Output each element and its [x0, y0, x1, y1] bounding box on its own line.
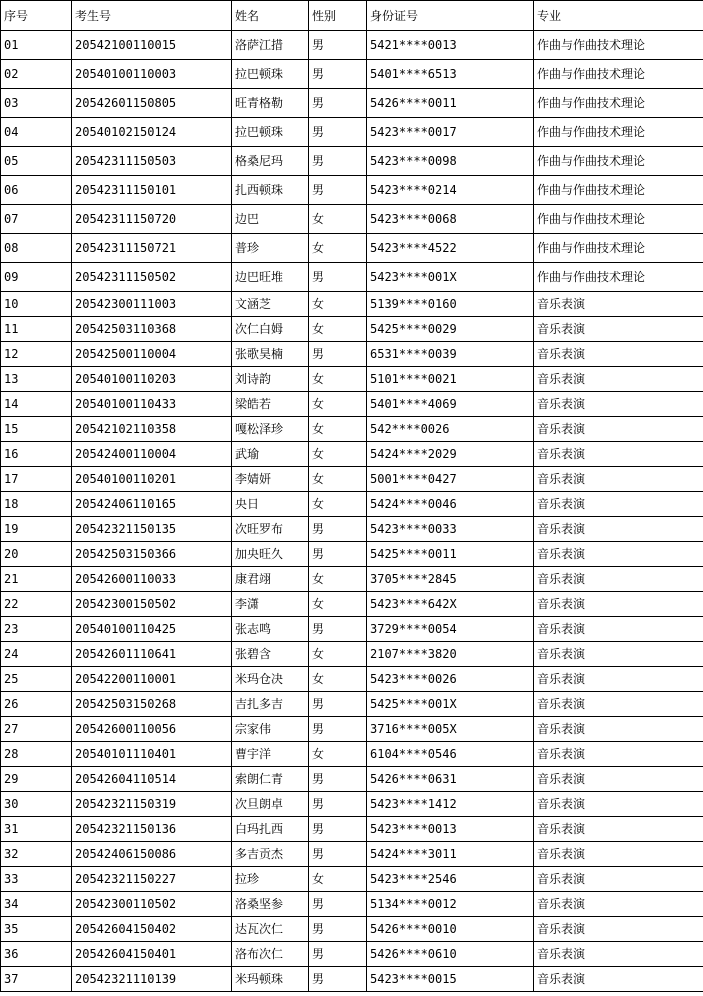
cell-major: 音乐表演 [534, 792, 703, 817]
cell-id-no: 5423****0068 [367, 205, 534, 234]
cell-name: 央日 [232, 492, 309, 517]
cell-exam-no: 20542311150101 [72, 176, 232, 205]
cell-gender: 女 [309, 667, 367, 692]
cell-major: 音乐表演 [534, 542, 703, 567]
cell-gender: 女 [309, 234, 367, 263]
cell-seq: 26 [1, 692, 72, 717]
cell-id-no: 2107****3820 [367, 642, 534, 667]
cell-major: 音乐表演 [534, 692, 703, 717]
cell-major: 音乐表演 [534, 442, 703, 467]
cell-id-no: 3705****2845 [367, 567, 534, 592]
cell-name: 次旺罗布 [232, 517, 309, 542]
table-row [1, 205, 703, 234]
cell-major: 音乐表演 [534, 817, 703, 842]
table-row [1, 967, 703, 992]
cell-seq: 02 [1, 60, 72, 89]
cell-exam-no: 20542311150502 [72, 263, 232, 292]
cell-gender: 男 [309, 60, 367, 89]
cell-gender: 女 [309, 367, 367, 392]
cell-gender: 男 [309, 617, 367, 642]
cell-seq: 34 [1, 892, 72, 917]
cell-seq: 30 [1, 792, 72, 817]
table-row [1, 442, 703, 467]
cell-exam-no: 20542601110641 [72, 642, 232, 667]
cell-seq: 07 [1, 205, 72, 234]
cell-gender: 男 [309, 892, 367, 917]
cell-name: 吉扎多吉 [232, 692, 309, 717]
table-row [1, 817, 703, 842]
cell-seq: 29 [1, 767, 72, 792]
table-row [1, 642, 703, 667]
cell-id-no: 5001****0427 [367, 467, 534, 492]
cell-seq: 17 [1, 467, 72, 492]
cell-gender: 女 [309, 442, 367, 467]
header-exam-no: 考生号 [72, 1, 232, 31]
table-row [1, 842, 703, 867]
cell-seq: 36 [1, 942, 72, 967]
cell-id-no: 5425****0011 [367, 542, 534, 567]
table-row [1, 342, 703, 367]
cell-exam-no: 20542300111003 [72, 292, 232, 317]
table-row [1, 667, 703, 692]
cell-id-no: 5426****0010 [367, 917, 534, 942]
table-row [1, 617, 703, 642]
cell-id-no: 5423****0214 [367, 176, 534, 205]
cell-exam-no: 20540100110425 [72, 617, 232, 642]
cell-major: 音乐表演 [534, 517, 703, 542]
table-row [1, 467, 703, 492]
cell-name: 张志鸣 [232, 617, 309, 642]
cell-exam-no: 20542400110004 [72, 442, 232, 467]
cell-gender: 女 [309, 492, 367, 517]
table-row [1, 60, 703, 89]
cell-id-no: 5423****0013 [367, 817, 534, 842]
cell-id-no: 5426****0011 [367, 89, 534, 118]
cell-id-no: 5424****0046 [367, 492, 534, 517]
cell-seq: 13 [1, 367, 72, 392]
cell-major: 音乐表演 [534, 917, 703, 942]
table-row [1, 234, 703, 263]
cell-id-no: 5423****642X [367, 592, 534, 617]
cell-gender: 男 [309, 717, 367, 742]
cell-name: 白玛扎西 [232, 817, 309, 842]
cell-id-no: 5425****0029 [367, 317, 534, 342]
cell-name: 边巴旺堆 [232, 263, 309, 292]
cell-seq: 15 [1, 417, 72, 442]
cell-gender: 男 [309, 342, 367, 367]
cell-major: 音乐表演 [534, 892, 703, 917]
cell-major: 音乐表演 [534, 642, 703, 667]
cell-seq: 18 [1, 492, 72, 517]
cell-exam-no: 20540102150124 [72, 118, 232, 147]
table-row [1, 592, 703, 617]
cell-gender: 男 [309, 31, 367, 60]
cell-gender: 男 [309, 917, 367, 942]
cell-major: 音乐表演 [534, 667, 703, 692]
cell-name: 次仁白姆 [232, 317, 309, 342]
table-row [1, 147, 703, 176]
table-row [1, 263, 703, 292]
cell-gender: 男 [309, 517, 367, 542]
cell-seq: 24 [1, 642, 72, 667]
table-row [1, 89, 703, 118]
table-row [1, 892, 703, 917]
cell-gender: 男 [309, 942, 367, 967]
cell-name: 洛萨江措 [232, 31, 309, 60]
cell-seq: 25 [1, 667, 72, 692]
cell-id-no: 5425****001X [367, 692, 534, 717]
cell-major: 音乐表演 [534, 492, 703, 517]
cell-id-no: 5401****4069 [367, 392, 534, 417]
cell-gender: 男 [309, 542, 367, 567]
cell-seq: 33 [1, 867, 72, 892]
cell-name: 旺青格勒 [232, 89, 309, 118]
cell-seq: 37 [1, 967, 72, 992]
cell-seq: 28 [1, 742, 72, 767]
cell-seq: 03 [1, 89, 72, 118]
cell-major: 作曲与作曲技术理论 [534, 205, 703, 234]
cell-exam-no: 20542406110165 [72, 492, 232, 517]
table-row [1, 567, 703, 592]
cell-exam-no: 20542311150503 [72, 147, 232, 176]
cell-exam-no: 20542503150366 [72, 542, 232, 567]
cell-exam-no: 20542500110004 [72, 342, 232, 367]
cell-name: 梁皓若 [232, 392, 309, 417]
cell-gender: 女 [309, 567, 367, 592]
cell-gender: 女 [309, 867, 367, 892]
cell-major: 音乐表演 [534, 417, 703, 442]
cell-major: 音乐表演 [534, 317, 703, 342]
cell-name: 康君翊 [232, 567, 309, 592]
cell-name: 边巴 [232, 205, 309, 234]
cell-name: 拉巴顿珠 [232, 60, 309, 89]
cell-exam-no: 20542311150720 [72, 205, 232, 234]
cell-id-no: 5426****0631 [367, 767, 534, 792]
cell-major: 音乐表演 [534, 967, 703, 992]
cell-gender: 男 [309, 792, 367, 817]
cell-seq: 10 [1, 292, 72, 317]
cell-seq: 12 [1, 342, 72, 367]
table-body [1, 31, 703, 992]
cell-exam-no: 20542600110056 [72, 717, 232, 742]
cell-exam-no: 20542321150136 [72, 817, 232, 842]
table-row [1, 792, 703, 817]
cell-exam-no: 20542321110139 [72, 967, 232, 992]
cell-name: 米玛仓决 [232, 667, 309, 692]
cell-gender: 男 [309, 692, 367, 717]
cell-name: 次旦朗卓 [232, 792, 309, 817]
cell-major: 音乐表演 [534, 567, 703, 592]
table-header-row [1, 1, 703, 31]
cell-seq: 14 [1, 392, 72, 417]
cell-name: 洛桑坚参 [232, 892, 309, 917]
cell-name: 扎西顿珠 [232, 176, 309, 205]
cell-seq: 35 [1, 917, 72, 942]
cell-seq: 08 [1, 234, 72, 263]
cell-exam-no: 20542604150402 [72, 917, 232, 942]
cell-seq: 20 [1, 542, 72, 567]
cell-major: 音乐表演 [534, 717, 703, 742]
cell-gender: 男 [309, 118, 367, 147]
table-row [1, 31, 703, 60]
cell-name: 米玛顿珠 [232, 967, 309, 992]
cell-major: 作曲与作曲技术理论 [534, 176, 703, 205]
table-row [1, 392, 703, 417]
cell-seq: 22 [1, 592, 72, 617]
cell-exam-no: 20542503150268 [72, 692, 232, 717]
cell-major: 音乐表演 [534, 767, 703, 792]
cell-id-no: 5423****2546 [367, 867, 534, 892]
cell-id-no: 5423****0026 [367, 667, 534, 692]
cell-exam-no: 20542601150805 [72, 89, 232, 118]
cell-seq: 05 [1, 147, 72, 176]
cell-id-no: 3716****005X [367, 717, 534, 742]
table-row [1, 942, 703, 967]
cell-id-no: 5421****0013 [367, 31, 534, 60]
cell-id-no: 5401****6513 [367, 60, 534, 89]
cell-major: 音乐表演 [534, 842, 703, 867]
cell-major: 音乐表演 [534, 942, 703, 967]
table-row [1, 542, 703, 567]
cell-major: 音乐表演 [534, 867, 703, 892]
table-row [1, 692, 703, 717]
table-row [1, 176, 703, 205]
cell-gender: 男 [309, 817, 367, 842]
cell-name: 达瓦次仁 [232, 917, 309, 942]
cell-name: 曹宇洋 [232, 742, 309, 767]
cell-major: 作曲与作曲技术理论 [534, 31, 703, 60]
cell-seq: 01 [1, 31, 72, 60]
cell-exam-no: 20542300150502 [72, 592, 232, 617]
header-gender: 性别 [309, 1, 367, 31]
cell-id-no: 5423****001X [367, 263, 534, 292]
cell-seq: 11 [1, 317, 72, 342]
cell-id-no: 5134****0012 [367, 892, 534, 917]
cell-gender: 男 [309, 147, 367, 176]
table-row [1, 867, 703, 892]
cell-gender: 女 [309, 467, 367, 492]
cell-id-no: 6104****0546 [367, 742, 534, 767]
cell-id-no: 5423****0098 [367, 147, 534, 176]
cell-id-no: 5424****2029 [367, 442, 534, 467]
cell-major: 作曲与作曲技术理论 [534, 147, 703, 176]
table-row [1, 717, 703, 742]
cell-seq: 09 [1, 263, 72, 292]
cell-seq: 32 [1, 842, 72, 867]
cell-gender: 女 [309, 392, 367, 417]
cell-seq: 23 [1, 617, 72, 642]
cell-gender: 女 [309, 417, 367, 442]
cell-id-no: 3729****0054 [367, 617, 534, 642]
table-row [1, 417, 703, 442]
cell-seq: 06 [1, 176, 72, 205]
cell-gender: 男 [309, 842, 367, 867]
cell-name: 刘诗韵 [232, 367, 309, 392]
cell-exam-no: 20540100110003 [72, 60, 232, 89]
table-row [1, 742, 703, 767]
cell-id-no: 5101****0021 [367, 367, 534, 392]
cell-name: 张歌昊楠 [232, 342, 309, 367]
cell-exam-no: 20542604150401 [72, 942, 232, 967]
cell-major: 音乐表演 [534, 392, 703, 417]
cell-name: 拉巴顿珠 [232, 118, 309, 147]
cell-name: 拉珍 [232, 867, 309, 892]
table-row [1, 517, 703, 542]
cell-major: 作曲与作曲技术理论 [534, 234, 703, 263]
cell-exam-no: 20542604110514 [72, 767, 232, 792]
header-name: 姓名 [232, 1, 309, 31]
table-row [1, 367, 703, 392]
cell-id-no: 6531****0039 [367, 342, 534, 367]
cell-id-no: 5423****0033 [367, 517, 534, 542]
cell-major: 音乐表演 [534, 292, 703, 317]
cell-exam-no: 20542406150086 [72, 842, 232, 867]
cell-id-no: 5423****0017 [367, 118, 534, 147]
cell-exam-no: 20542321150319 [72, 792, 232, 817]
cell-id-no: 542****0026 [367, 417, 534, 442]
cell-gender: 女 [309, 205, 367, 234]
table-row [1, 118, 703, 147]
table-row [1, 917, 703, 942]
cell-major: 作曲与作曲技术理论 [534, 118, 703, 147]
cell-seq: 31 [1, 817, 72, 842]
cell-name: 张碧含 [232, 642, 309, 667]
cell-major: 作曲与作曲技术理论 [534, 89, 703, 118]
cell-name: 嘎松泽珍 [232, 417, 309, 442]
table-row [1, 292, 703, 317]
cell-gender: 男 [309, 767, 367, 792]
cell-gender: 女 [309, 742, 367, 767]
cell-exam-no: 20542311150721 [72, 234, 232, 263]
cell-id-no: 5423****0015 [367, 967, 534, 992]
cell-exam-no: 20540100110203 [72, 367, 232, 392]
cell-name: 文涵芝 [232, 292, 309, 317]
cell-name: 宗家伟 [232, 717, 309, 742]
cell-seq: 16 [1, 442, 72, 467]
cell-name: 格桑尼玛 [232, 147, 309, 176]
cell-exam-no: 20542321150227 [72, 867, 232, 892]
cell-gender: 男 [309, 89, 367, 118]
cell-id-no: 5426****0610 [367, 942, 534, 967]
cell-gender: 男 [309, 176, 367, 205]
cell-id-no: 5423****1412 [367, 792, 534, 817]
cell-id-no: 5139****0160 [367, 292, 534, 317]
cell-major: 音乐表演 [534, 742, 703, 767]
cell-name: 索朗仁青 [232, 767, 309, 792]
cell-exam-no: 20542600110033 [72, 567, 232, 592]
cell-exam-no: 20542200110001 [72, 667, 232, 692]
cell-exam-no: 20542503110368 [72, 317, 232, 342]
cell-exam-no: 20542321150135 [72, 517, 232, 542]
cell-gender: 女 [309, 292, 367, 317]
cell-name: 洛布次仁 [232, 942, 309, 967]
cell-seq: 19 [1, 517, 72, 542]
cell-exam-no: 20540101110401 [72, 742, 232, 767]
cell-exam-no: 20542102110358 [72, 417, 232, 442]
cell-id-no: 5424****3011 [367, 842, 534, 867]
table-row [1, 767, 703, 792]
header-major: 专业 [534, 1, 703, 31]
cell-name: 武瑜 [232, 442, 309, 467]
cell-major: 音乐表演 [534, 367, 703, 392]
cell-id-no: 5423****4522 [367, 234, 534, 263]
cell-major: 音乐表演 [534, 342, 703, 367]
header-seq: 序号 [1, 1, 72, 31]
cell-gender: 女 [309, 317, 367, 342]
table-row [1, 492, 703, 517]
cell-major: 作曲与作曲技术理论 [534, 263, 703, 292]
cell-name: 加央旺久 [232, 542, 309, 567]
cell-seq: 04 [1, 118, 72, 147]
cell-name: 李潇 [232, 592, 309, 617]
header-id-no: 身份证号 [367, 1, 534, 31]
cell-name: 普珍 [232, 234, 309, 263]
cell-major: 音乐表演 [534, 592, 703, 617]
cell-gender: 男 [309, 967, 367, 992]
cell-major: 音乐表演 [534, 467, 703, 492]
cell-exam-no: 20542300110502 [72, 892, 232, 917]
cell-major: 音乐表演 [534, 617, 703, 642]
cell-gender: 女 [309, 642, 367, 667]
cell-name: 多吉贡杰 [232, 842, 309, 867]
table-row [1, 317, 703, 342]
cell-seq: 27 [1, 717, 72, 742]
cell-exam-no: 20540100110433 [72, 392, 232, 417]
cell-gender: 女 [309, 592, 367, 617]
cell-seq: 21 [1, 567, 72, 592]
cell-exam-no: 20542100110015 [72, 31, 232, 60]
cell-exam-no: 20540100110201 [72, 467, 232, 492]
cell-name: 李婧妍 [232, 467, 309, 492]
cell-gender: 男 [309, 263, 367, 292]
cell-major: 作曲与作曲技术理论 [534, 60, 703, 89]
